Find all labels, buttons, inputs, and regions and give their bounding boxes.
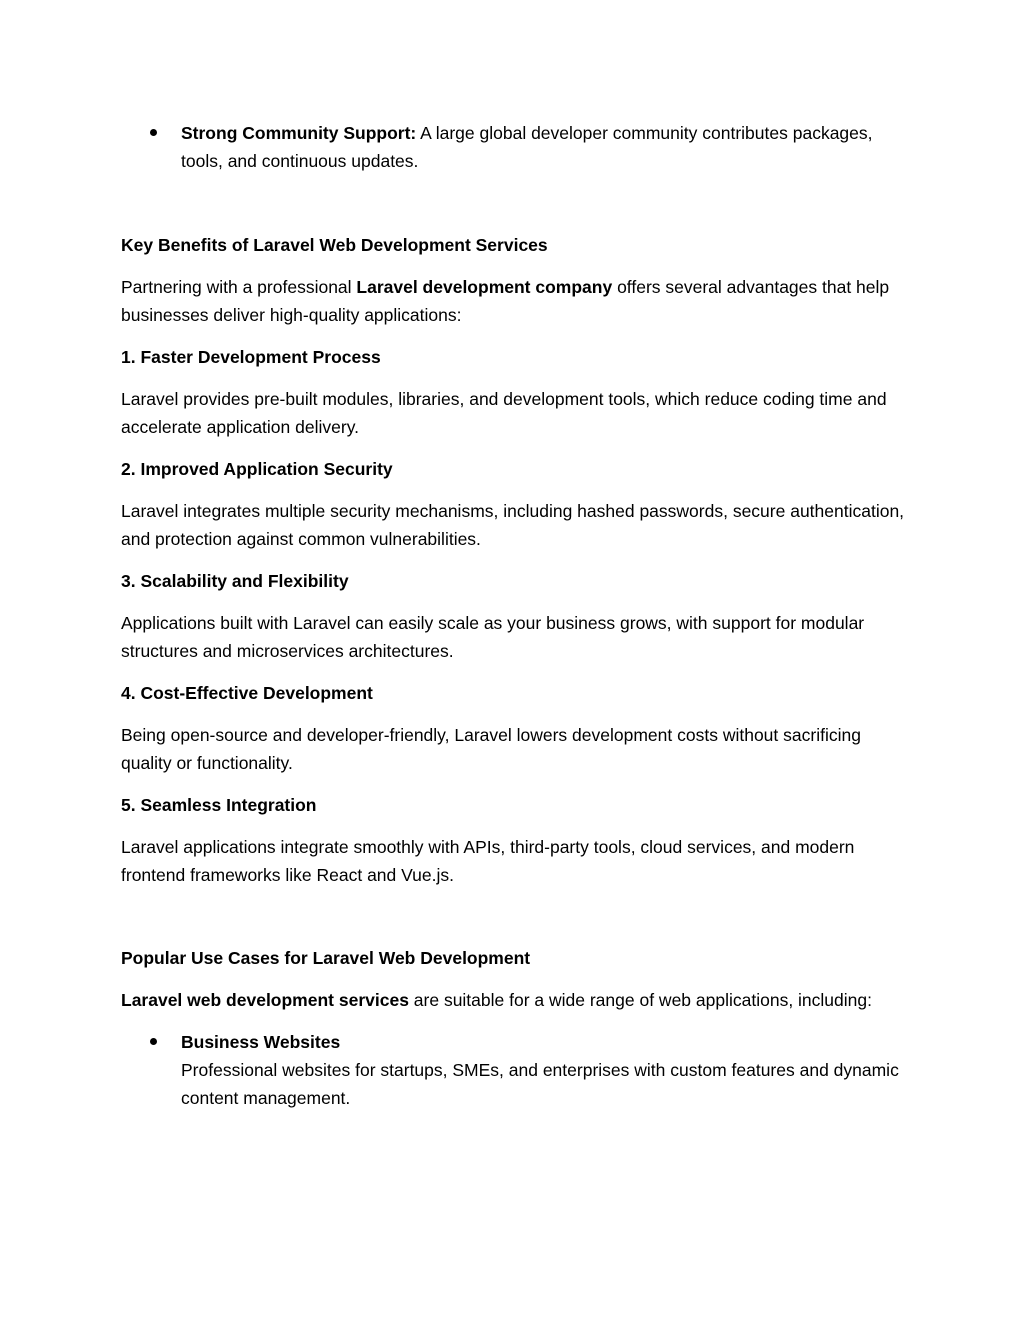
bullet-title: Business Websites <box>181 1032 341 1052</box>
benefits-intro <box>121 273 911 329</box>
intro-text-after: offers several advantages that help businesses deliver high-quality applications: <box>121 277 890 325</box>
bullet-icon <box>150 1038 157 1045</box>
benefit-text: Laravel applications integrate smoothly with APIs, third-party tools, cloud services, and modern frontend frameworks like React and Vue.js. <box>121 837 855 885</box>
benefit-text: Laravel provides pre-built modules, libraries, and development tools, which reduce coding time and accelerate application delivery. <box>121 389 887 437</box>
benefit-text: Applications built with Laravel can easily scale as your business grows, with support for modular structures and microservices architectures. <box>121 613 865 661</box>
benefit-title: 2. Improved Application Security <box>121 459 393 479</box>
bullet-title: Strong Community Support: <box>181 123 417 143</box>
section-heading-use-cases: Popular Use Cases for Laravel Web Development <box>121 948 531 968</box>
bullet-text: A large global developer community contributes packages, tools, and continuous updates. <box>181 123 873 171</box>
intro-bold-text: Laravel development company <box>356 277 613 297</box>
benefit-text: Laravel integrates multiple security mechanisms, including hashed passwords, secure authentication, and protection against common vulnerabilities. <box>121 501 905 549</box>
benefit-text: Being open-source and developer-friendly, Laravel lowers development costs without sacrificing quality or functionality. <box>121 725 861 773</box>
intro-bold-text: Laravel web development services <box>121 990 409 1010</box>
intro-text-after: are suitable for a wide range of web applications, including: <box>408 990 872 1010</box>
benefit-title: 1. Faster Development Process <box>121 347 381 367</box>
bullet-icon <box>150 129 157 136</box>
section-heading-benefits: Key Benefits of Laravel Web Development Services <box>121 235 548 255</box>
intro-text: Partnering with a professional <box>121 277 357 297</box>
benefit-title: 5. Seamless Integration <box>121 795 317 815</box>
benefit-title: 3. Scalability and Flexibility <box>121 571 349 591</box>
bullet-text: Professional websites for startups, SMEs, and enterprises with custom features and dynamic content management. <box>181 1060 899 1108</box>
benefit-title: 4. Cost-Effective Development <box>121 683 373 703</box>
bullet-community-support <box>181 119 911 175</box>
bullet-business-websites <box>181 1028 911 1112</box>
use-cases-intro <box>121 986 911 1014</box>
